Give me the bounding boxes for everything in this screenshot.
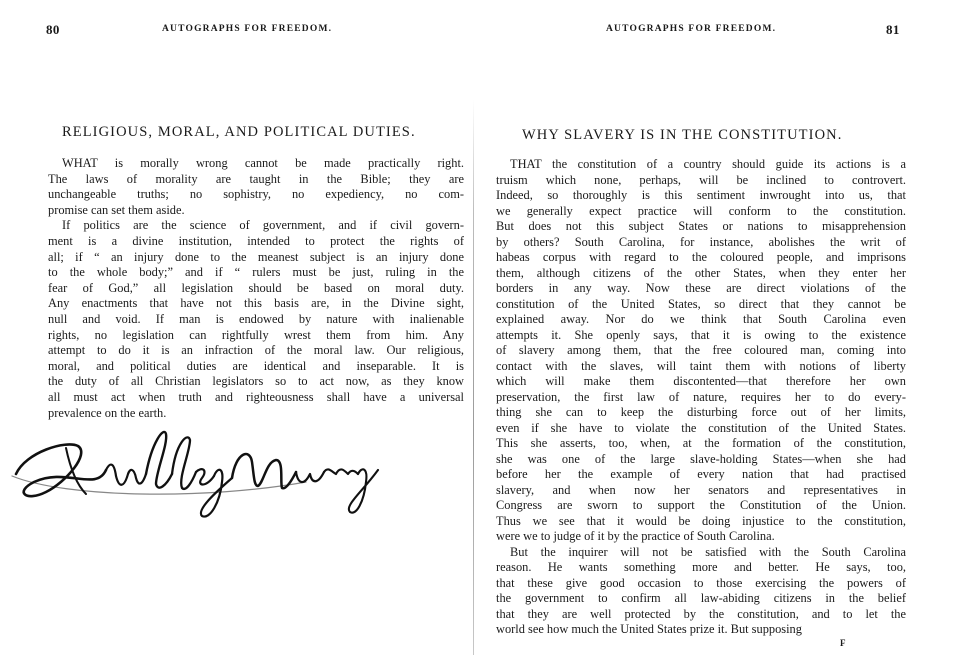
text-line: that these give good occasion to those exercising the powers of [496,575,906,590]
right-page-number: 81 [886,22,900,37]
text-line: But does not this subject States or nations to misapprehension [496,219,906,233]
text-line: to the whole body;” and if “ rulers must be just, ruling in the [48,265,464,280]
signature-graphic [6,412,391,532]
text-line: constitution of the United States, so direct that they cannot be [496,296,906,311]
text-line: borders in any way. Now these are direct violations of the [496,281,906,295]
left-page-number: 80 [46,22,60,37]
signature-mark: F [840,638,846,648]
text-line: even if she have to violate the constitution of the United States. [496,420,906,435]
left-running-head: AUTOGRAPHS FOR FREEDOM. [162,24,333,34]
text-line: But the inquirer will not be satisfied with the South Carolina [510,544,906,559]
text-line: If politics are the science of government, and if civil govern- [62,218,464,233]
text-line: of slavery among them, that the free coloured man, coming into [496,343,906,357]
text-line: she was one of the large slave-holding States—when she had [496,451,906,466]
text-line: null and void. If man is endowed by nature with inalienable [48,311,464,326]
text-line: all must act when truth and righteousness shall have a universal [48,389,464,404]
text-line: fear of God,” all legislation should be based on moral duty. [48,280,464,295]
text-line: reason. He wants something more and better. He says, too, [496,560,906,574]
text-line: thing she can to keep the disturbing force out of her limits, [496,405,906,419]
text-line: Thus we see that it would be doing injustice to the constitution, [496,513,906,528]
text-line: ment is a divine institution, intended to protect the rights of [48,233,464,248]
text-line: contact with the slaves, will taint them with notions of liberty [496,358,906,373]
text-line: THAT the constitution of a country should guide its actions is a [510,157,906,171]
left-article-title: RELIGIOUS, MORAL, AND POLITICAL DUTIES. [62,124,416,140]
text-line: The laws of morality are taught in the Bible; they are [48,171,464,186]
text-line: Congress are sworn to support the Constitution of the Union. [496,498,906,512]
text-line: were we to judge of it by the practice of South Carolina. [496,529,775,543]
text-line: slavery, and when now her senators and representatives in [496,482,906,497]
text-line: promise can set them aside. [48,202,185,217]
text-line: unchangeable truths; no sophistry, no expediency, no com- [48,187,464,202]
text-line: the duty of all Christian legislators so to act now, as they know [48,374,464,389]
text-line: we generally expect practice will conform to the constitution. [496,203,906,218]
text-line: prevalence on the earth. [48,405,167,420]
text-line: by others? South Carolina, for instance, abolishes the writ of [496,234,906,249]
text-line: which will make them discontented—that therefore her own [496,374,906,388]
text-line: preservation, the first law of nature, requires her to do every- [496,389,906,404]
text-line: the government to confirm all law-abiding citizens in the belief [496,591,906,605]
right-article-body [496,157,906,638]
page-gutter [473,100,474,655]
text-line: all; if “ an injury done to the meanest subject is an injury done [48,249,464,264]
text-line: WHAT is morally wrong cannot be made practically right. [62,156,464,170]
text-line: world see how much the United States prize it. But supposing [496,622,802,636]
text-line: Indeed, so thoroughly is this sentiment inwrought into us, that [496,188,906,202]
signature-lindley-murray [6,412,391,532]
text-line: attempts it. She openly says, that it is owing to the existence [496,327,906,342]
right-article-title: WHY SLAVERY IS IN THE CONSTITUTION. [522,127,843,143]
text-line: truism which none, perhaps, will be inclined to controvert. [496,172,906,187]
text-line: explained away. Nor do we think that South Carolina even [496,312,906,326]
right-page [484,0,980,655]
text-line: habeas corpus with regard to the coloured people, and imprisons [496,250,906,264]
text-line: that they are well protected by the constitution, and to let the [496,606,906,621]
right-running-head: AUTOGRAPHS FOR FREEDOM. [606,24,777,34]
text-line: them, although citizens of the other States, when they enter her [496,265,906,280]
text-line: moral, and political duties are identical and inseparable. It is [48,358,464,373]
text-line: attempt to do it is an infraction of the moral law. Our religious, [48,343,464,358]
left-page [0,0,480,655]
text-line: This she asserts, too, when, at the formation of the constitution, [496,436,906,450]
text-line: Any enactments that have not this basis are, in the Divine sight, [48,296,464,311]
text-line: before her the example of every nation that had practised [496,467,906,481]
text-line: rights, no legislation can rightfully wrest them from him. Any [48,327,464,342]
left-article-body [48,156,464,421]
